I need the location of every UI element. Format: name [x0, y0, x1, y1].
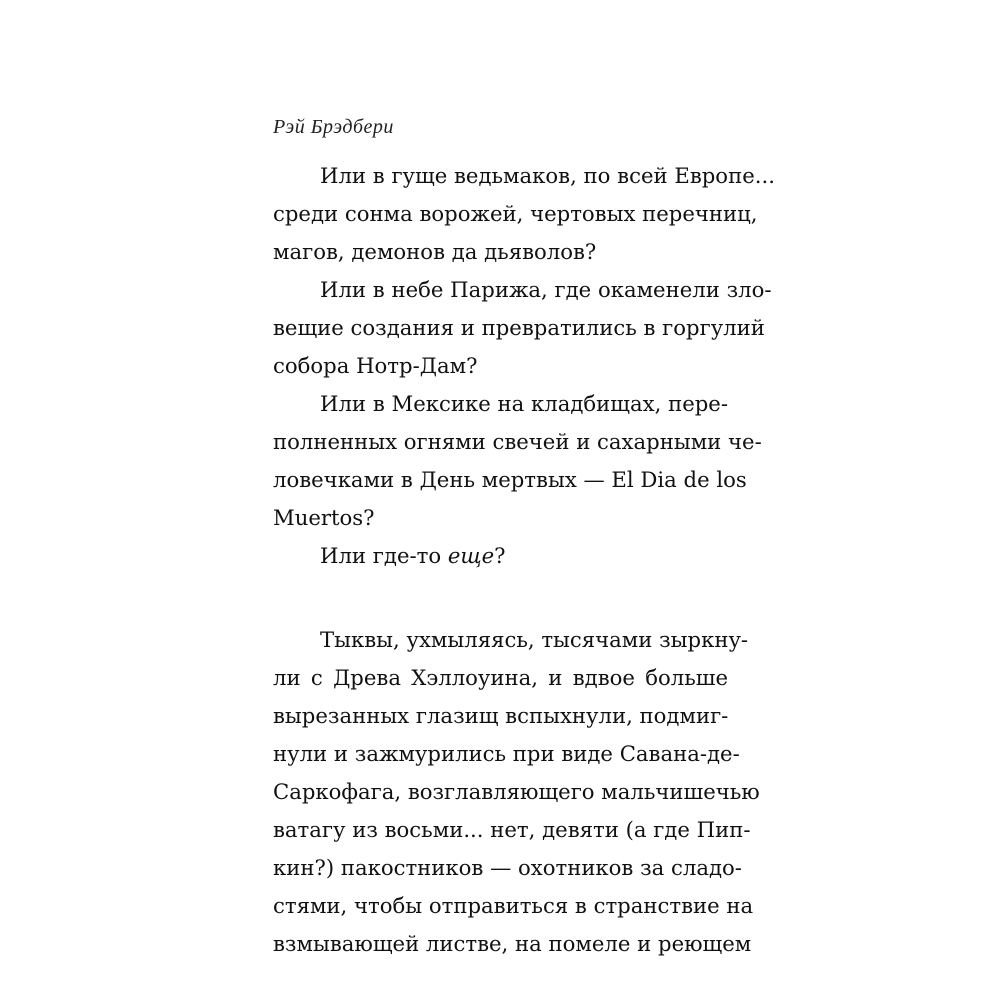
running-head-author: Рэй Брэдбери	[273, 116, 394, 138]
text-line: ватагу из восьми... нет, девяти (а где Пип-	[273, 817, 751, 842]
text-line: Тыквы, ухмыляясь, тысячами зыркну-	[320, 627, 749, 652]
text-line: среди сонма ворожей, чертовых перечниц,	[273, 201, 758, 226]
text-line: нули и зажмурились при виде Савана-де-	[273, 741, 740, 766]
text-line: полненных огнями свечей и сахарными че-	[273, 429, 762, 454]
text-line: Саркофага, возглавляющего мальчишечью	[273, 779, 760, 804]
text-segment: ?	[494, 543, 506, 568]
text-line: Или в небе Парижа, где окаменели зло-	[320, 277, 772, 302]
text-line: ли с Древа Хэллоуина, и вдвое больше	[273, 665, 728, 690]
text-line: Или в гуще ведьмаков, по всей Европе...	[320, 163, 775, 188]
emphasized-word: еще	[447, 543, 495, 568]
text-line: вырезанных глазищ вспыхнули, подмиг-	[273, 703, 729, 728]
text-line: стями, чтобы отправиться в странствие на	[273, 893, 754, 918]
text-line: магов, демонов да дьяволов?	[273, 239, 597, 264]
text-line: Muertos?	[273, 505, 375, 530]
text-line: Или в Мексике на кладбищах, пере-	[320, 391, 728, 416]
text-segment: Или где-то	[320, 543, 448, 568]
text-line: взмывающей листве, на помеле и реющем	[273, 931, 752, 956]
paragraph-elsewhere	[320, 537, 728, 575]
text-line: ловечками в День мертвых — El Dia de los	[273, 467, 747, 492]
text-line: вещие создания и превратились в горгулий	[273, 315, 765, 340]
text-line: кин?) пакостников — охотников за сладо-	[273, 855, 742, 880]
text-line: собора Нотр-Дам?	[273, 353, 478, 378]
